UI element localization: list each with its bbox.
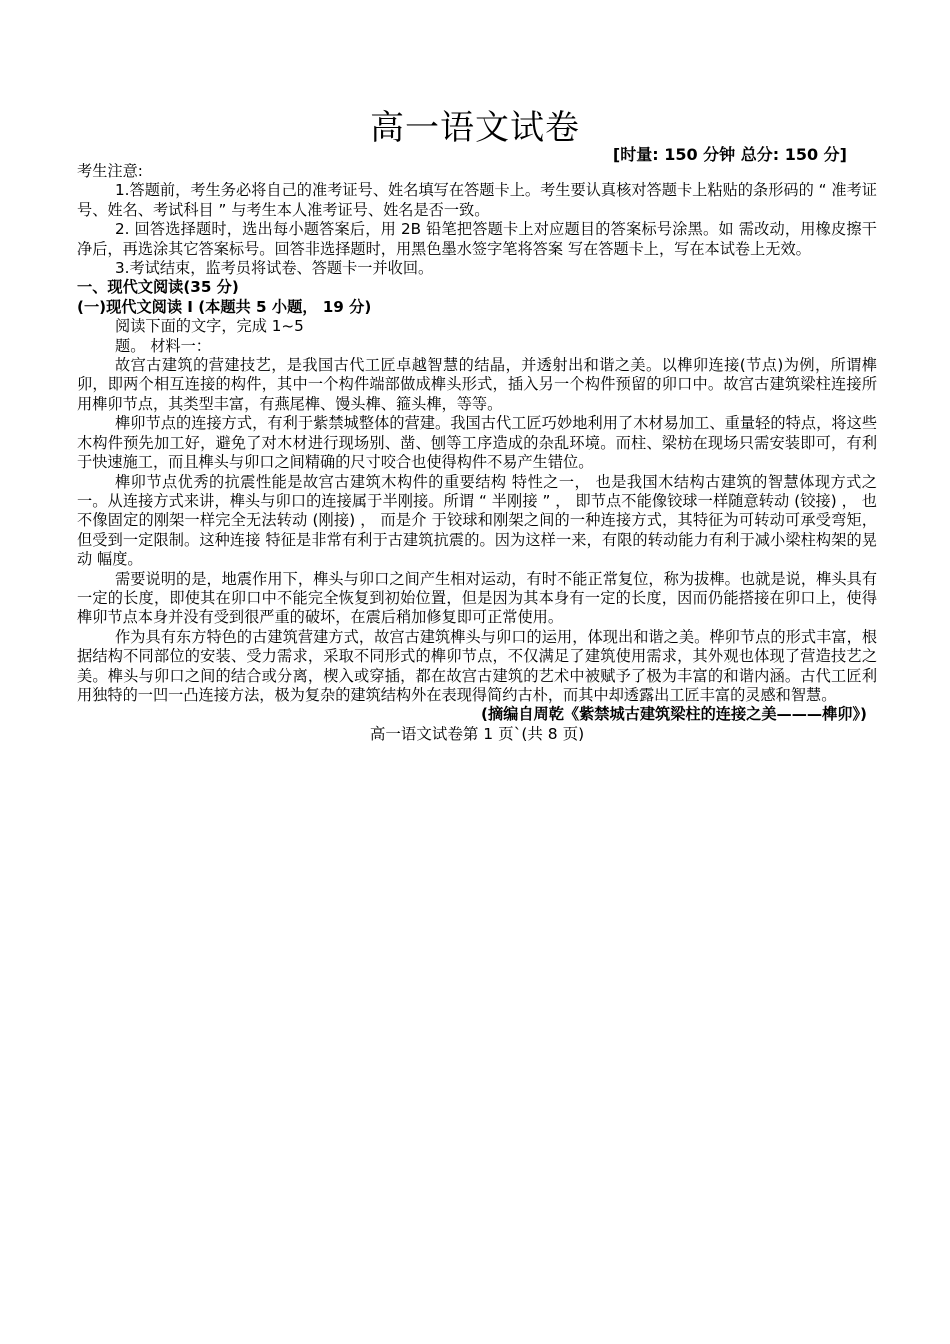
passage-paragraph: 榫卯节点优秀的抗震性能是故宫古建筑木构件的重要结构 特性之一， 也是我国木结构古建筑的智慧体现方式之一。从连接方式来讲，榫头与卯口的连接属于半刚接。所谓 “ 半刚接 ” ， 即节点不能像铰球一样随意转动 (铰接) ， 也不像固定的刚架一样完全无法转动 (刚接) ， 而是介 于铰球和刚架之间的一种连接方式，其特征为可转动可承受弯矩，但受到一定限制。这种连接 特征是非常有利于古建筑抗震的。因为这样一来，有限的转动能力有利于减小梁柱构架的晃动 幅度。 [77, 472, 877, 569]
exam-body [77, 162, 877, 744]
sub-section-heading: (一)现代文阅读 I (本题共 5 小题， 19 分) [77, 297, 372, 316]
page-footer: 高一语文试卷第 1 页`(共 8 页) [369, 724, 585, 743]
instruction: 阅读下面的文字，完成 1~5 [115, 317, 304, 336]
passage-paragraph: 榫卯节点的连接方式，有利于紫禁城整体的营建。我国古代工匠巧妙地利用了木材易加工、重量轻的特点，将这些木构件预先加工好，避免了对木材进行现场别、凿、刨等工序造成的杂乱环境。而柱、梁枋在现场只需安装即可，有利于快速施工，而且榫头与卯口之间精确的尺寸咬合也使得构件不易产生错位。 [77, 414, 877, 472]
passage-paragraph: 故宫古建筑的营建技艺，是我国古代工匠卓越智慧的结晶，并透射出和谐之美。以榫卯连接(节点)为例，所谓榫卯，即两个相互连接的构件，其中一个构件端部做成榫头形式，插入另一个构件预留的卯口中。故宫古建筑梁柱连接所用榫卯节点，其类型丰富，有燕尾榫、馒头榫、箍头榫，等等。 [77, 356, 877, 413]
notice-heading: 考生注意: [77, 162, 143, 180]
page-title: 高一语文试卷 [370, 108, 580, 148]
passage-paragraph: 作为具有东方特色的古建筑营建方式，故宫古建筑榫头与卯口的运用，体现出和谐之美。桦卯节点的形式丰富，根据结构不同部位的安装、受力需求，采取不同形式的榫卯节点，不仅满足了建筑使用需求，其外观也体现了营造技艺之美。榫头与卯口之间的结合或分离，楔入或穿插，都在故宫古建筑的艺术中被赋予了极为丰富的和谐内涵。古代工匠利用独特的一凹一凸连接方法，极为复杂的建筑结构外在表现得简约古朴，而其中却透露出工匠丰富的灵感和智慧。 [77, 627, 877, 704]
passage-paragraph: 需要说明的是，地震作用下，榫头与卯口之间产生相对运动，有时不能正常复位，称为拔榫。也就是说，榫头具有一定的长度，即使其在卯口中不能完全恢复到初始位置，但是因为其本身有一定的长度，因而仍能搭接在卯口上，使得榫卯节点本身并没有受到很严重的破坏，在震后稍加修复即可正常使用。 [77, 569, 877, 627]
material-label: 题。 材料一： [115, 336, 211, 355]
notice-item-3: 3.考试结束，监考员将试卷、答题卡一并收回。 [115, 259, 434, 278]
section-heading: 一、现代文阅读(35 分) [77, 278, 239, 297]
notice-item-1: 1.答题前，考生务必将自己的准考证号、姓名填写在答题卡上。考生要认真核对答题卡上粘贴的条形码的 “ 准考证号、姓名、考试科目 ” 与考生本人准考证号、姓名是否一致。 [77, 181, 877, 219]
passage-source: (摘编自周乾《紫禁城古建筑梁柱的连接之美———榫卯》) [481, 705, 867, 724]
notice-item-2: 2. 回答选择题时，选出每小题答案后，用 2B 铅笔把答题卡上对应题目的答案标号涂黑。如 需改动，用橡皮擦干净后，再选涂其它答案标号。回答非选择题时，用黑色墨水签字笔将答案 写在答题卡上，写在本试卷上无效。 [77, 220, 877, 258]
time-info: [时量: 150 分钟 总分: 150 分] [612, 145, 847, 164]
